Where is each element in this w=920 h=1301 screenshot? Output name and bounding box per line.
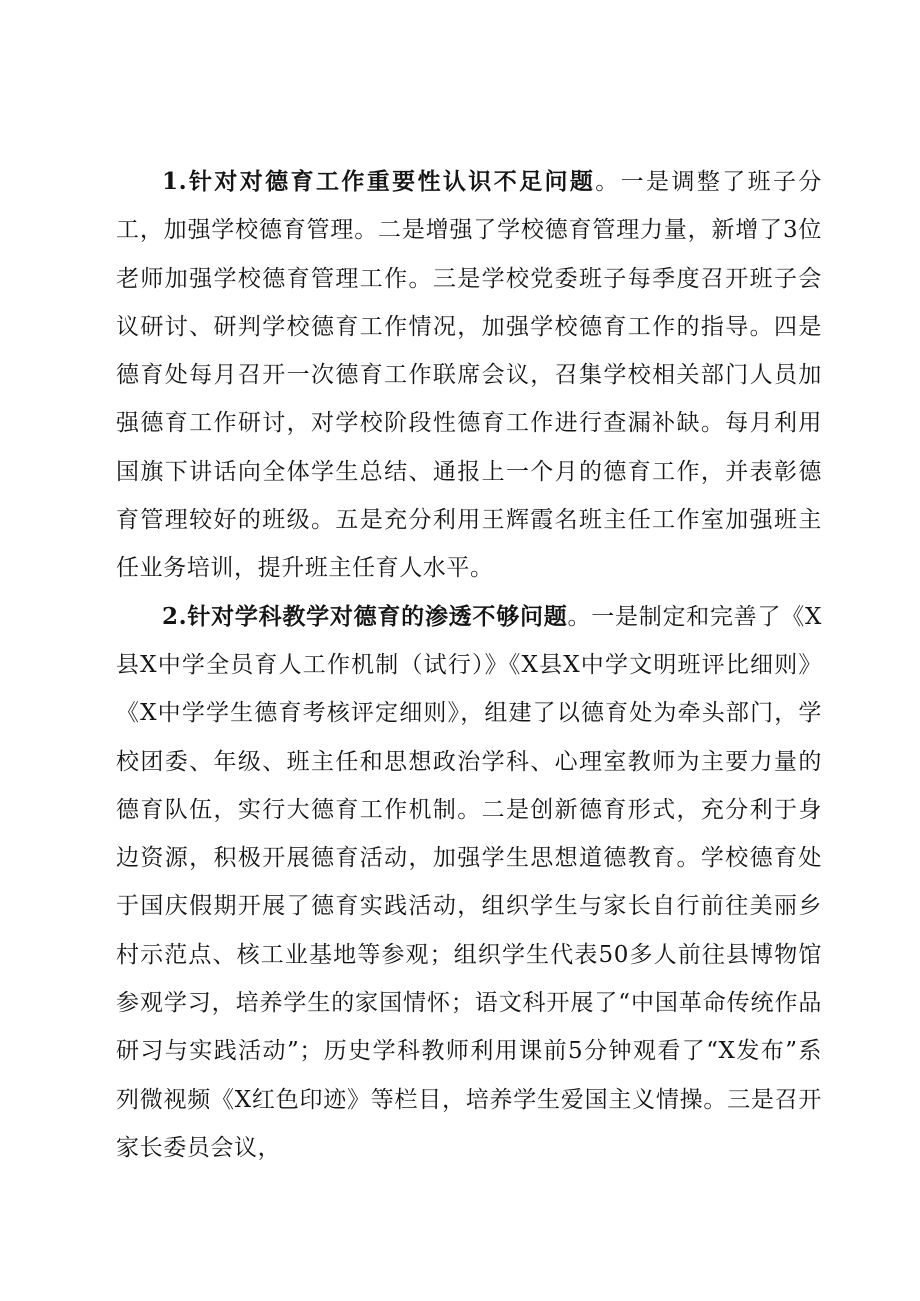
paragraph-1 — [116, 158, 822, 593]
paragraph-2 — [116, 593, 822, 1173]
paragraph-2-heading: 2.针对学科教学对德育的渗透不够问题 — [162, 602, 568, 630]
paragraph-1-text: 。一是调整了班子分工，加强学校德育管理。二是增强了学校德育管理力量，新增了3位老师加强学校德育管理工作。三是学校党委班子每季度召开班子会议研讨、研判学校德育工作情况，加强学校德育工作的指导。四是德育处每月召开一次德育工作联席会议，召集学校相关部门人员加强德育工作研讨，对学校阶段性德育工作进行查漏补缺。每月利用国旗下讲话向全体学生总结、通报上一个月的德育工作，并表彰德育管理较好的班级。五是充分利用王辉霞名班主任工作室加强班主任业务培训，提升班主任育人水平。 — [116, 169, 822, 582]
paragraph-2-text: 。一是制定和完善了《X县X中学全员育人工作机制（试行）》《X县X中学文明班评比细则》《X中学学生德育考核评定细则》，组建了以德育处为牵头部门，学校团委、年级、班主任和思想政治学科、心理室教师为主要力量的德育队伍，实行大德育工作机制。二是创新德育形式，充分利于身边资源，积极开展德育活动，加强学生思想道德教育。学校德育处于国庆假期开展了德育实践活动，组织学生与家长自行前往美丽乡村示范点、核工业基地等参观；组织学生代表50多人前往县博物馆参观学习，培养学生的家国情怀；语文科开展了“中国革命传统作品研习与实践活动”；历史学科教师利用课前5分钟观看了“X发布”系列微视频《X红色印迹》等栏目，培养学生爱国主义情操。三是召开家长委员会议， — [116, 603, 822, 1161]
document-body — [116, 158, 822, 1172]
paragraph-1-heading: 1.针对对德育工作重要性认识不足问题 — [162, 168, 596, 195]
